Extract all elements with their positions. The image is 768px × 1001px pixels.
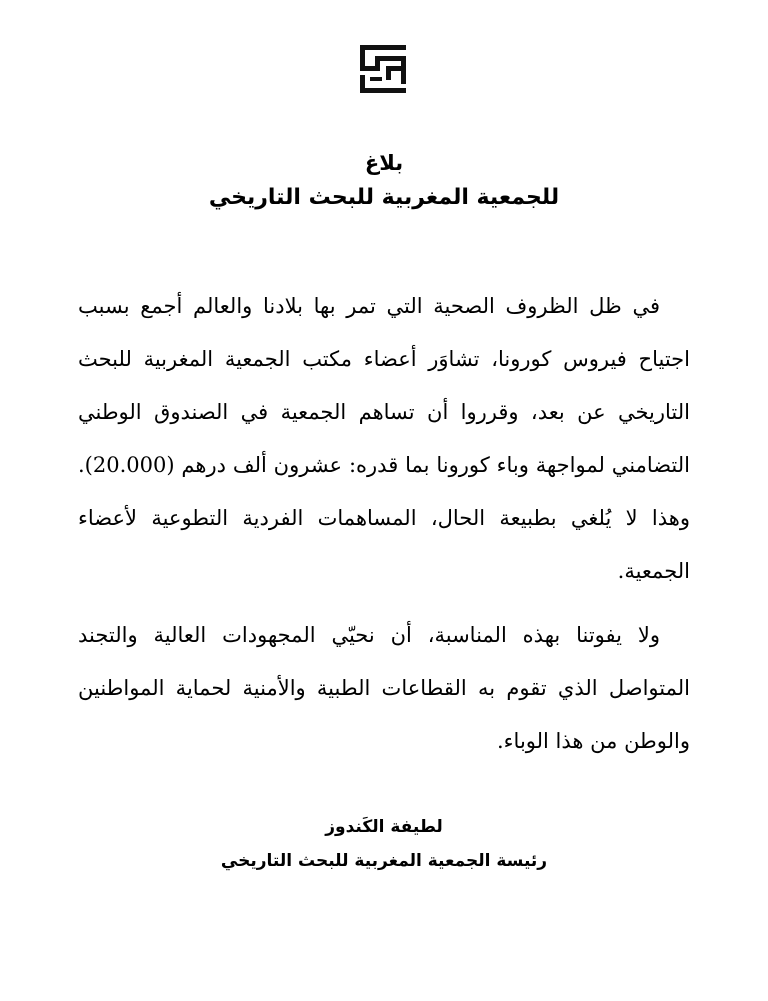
body-paragraph: في ظل الظروف الصحية التي تمر بها بلادنا والعالم أجمع بسبب اجتياح فيروس كورونا، تشاوَر أعضاء مكتب الجمعية المغربية للبحث التاريخي عن بعد، وقرروا أن تساهم الجمعية في الصندوق الوطني التضامني لمواجهة وباء كورونا بما قدره: عشرون ألف درهم (20.000). وهذا لا يُلغي بطبيعة الحال، المساهمات الفردية التطوعية لأعضاء الجمعية.: [78, 294, 690, 583]
signatory-name: لطيفة الكَندوز: [325, 817, 443, 837]
signature-block: [0, 810, 768, 878]
announcement-body: [78, 280, 690, 779]
announcement-heading: [0, 146, 768, 216]
kufic-square-logo-icon: [358, 44, 408, 94]
body-paragraph: ولا يفوتنا بهذه المناسبة، أن نحيّي المجهودات العالية والتجند المتواصل الذي تقوم به القطاعات الطبية والأمنية لحماية المواطنين والوطن من هذا الوباء.: [78, 623, 690, 753]
association-name: للجمعية المغربية للبحث التاريخي: [208, 185, 560, 210]
signatory-role: رئيسة الجمعية المغربية للبحث التاريخي: [220, 851, 548, 871]
announcement-title: بلاغ: [364, 151, 404, 175]
